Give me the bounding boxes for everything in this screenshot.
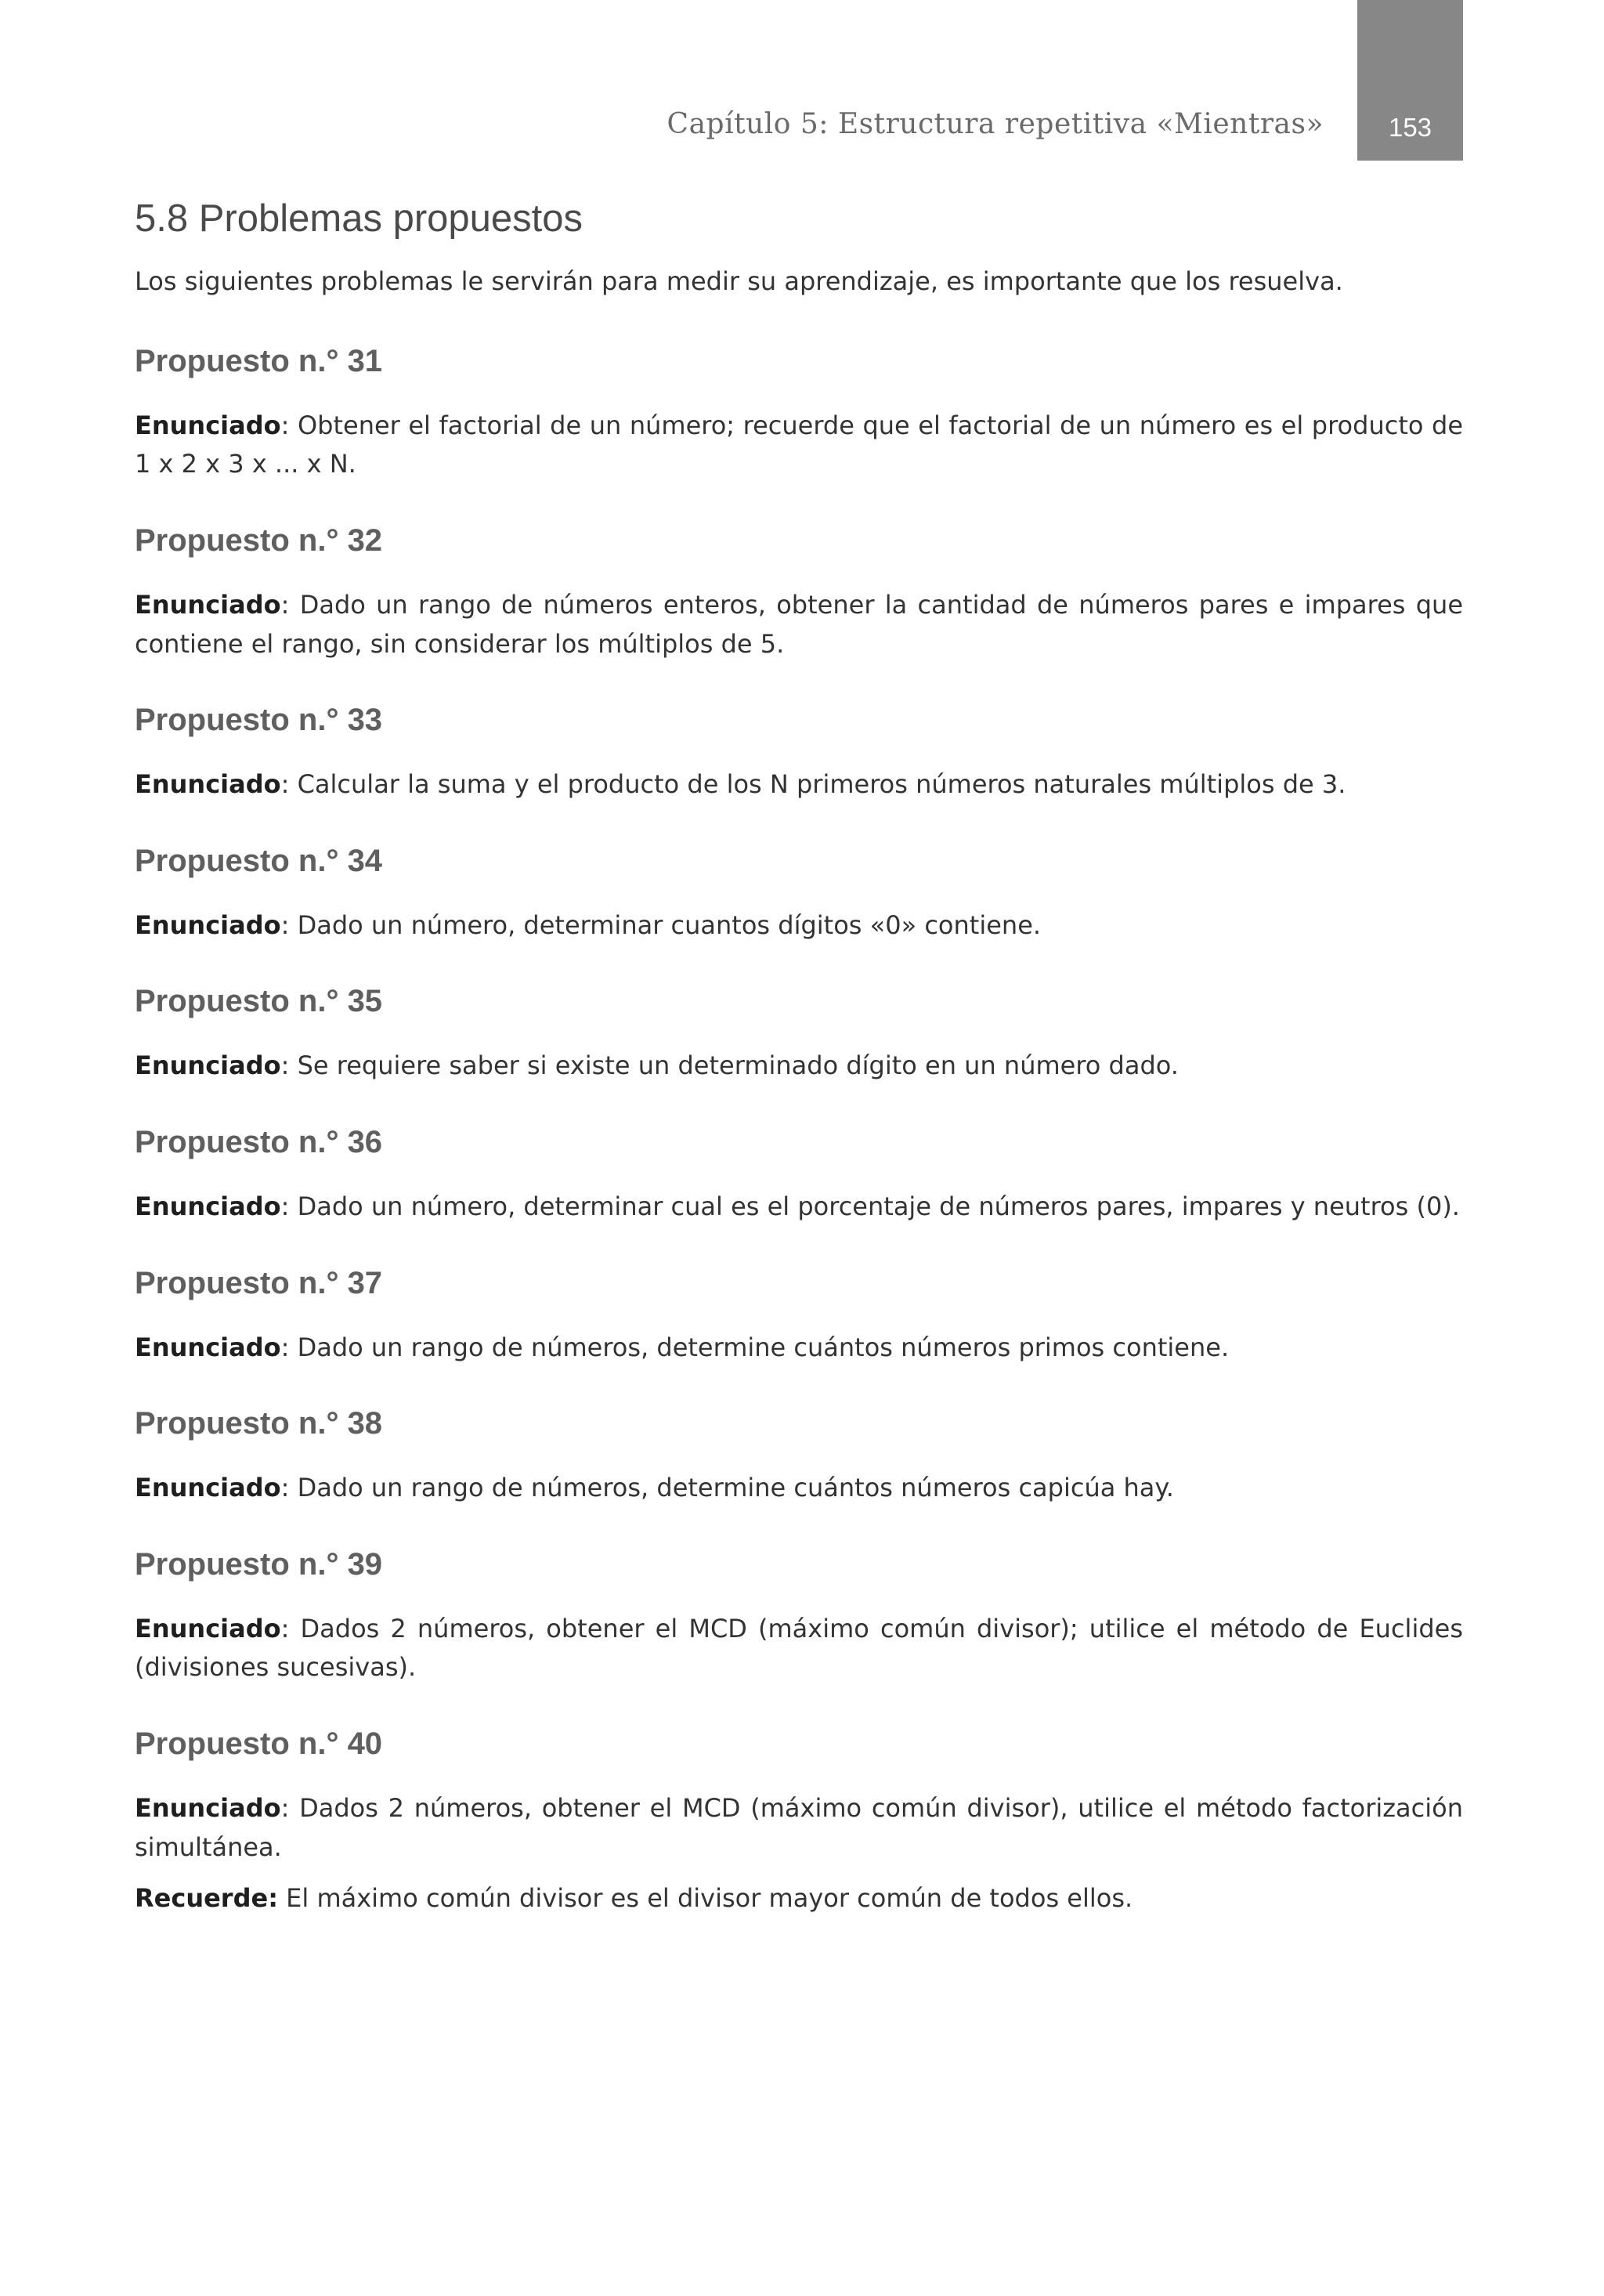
statement-label: Enunciado: [135, 909, 281, 940]
section-number: 5.8: [135, 197, 189, 240]
problem-item: [135, 1405, 1463, 1508]
section-heading: [135, 196, 1463, 242]
problem-item: [135, 1123, 1463, 1227]
problem-statement: [135, 586, 1463, 663]
problem-item: [135, 522, 1463, 663]
page-number: 153: [1388, 113, 1432, 142]
problem-statement: [135, 1047, 1463, 1086]
problem-statement: [135, 407, 1463, 484]
statement-text: : Dado un rango de números, determine cuántos números primos contiene.: [280, 1332, 1230, 1362]
problem-item: [135, 701, 1463, 805]
problem-item: [135, 842, 1463, 946]
problem-list: [135, 342, 1463, 1867]
problem-statement: [135, 765, 1463, 805]
running-header: [0, 0, 1604, 161]
statement-text: : Dado un rango de números enteros, obtener la cantidad de números pares e impares que contiene el rango, sin considerar los múltiplos de 5.: [135, 589, 1463, 659]
problem-title: Propuesto n.° 33: [135, 703, 383, 738]
problem-statement: [135, 1188, 1463, 1227]
statement-text: : Se requiere saber si existe un determinado dígito en un número dado.: [280, 1050, 1179, 1081]
note: [135, 1879, 1463, 1918]
statement-text: : Dado un rango de números, determine cuántos números capicúa hay.: [280, 1473, 1174, 1503]
note-text: El máximo común divisor es el divisor mayor común de todos ellos.: [277, 1883, 1133, 1914]
statement-text: : Dado un número, determinar cuantos dígitos «0» contiene.: [280, 909, 1042, 940]
problem-title: Propuesto n.° 35: [135, 984, 383, 1019]
problem-title: Propuesto n.° 38: [135, 1406, 383, 1441]
section-title: Problemas propuestos: [198, 197, 583, 240]
statement-text: : Dados 2 números, obtener el MCD (máximo común divisor); utilice el método de Euclides (divisiones sucesivas).: [135, 1613, 1463, 1683]
problem-statement: [135, 1610, 1463, 1687]
problem-title: Propuesto n.° 36: [135, 1124, 383, 1159]
statement-label: Enunciado: [135, 1473, 281, 1503]
problem-item: [135, 1725, 1463, 1867]
problem-item: [135, 342, 1463, 484]
problem-title: Propuesto n.° 34: [135, 843, 383, 878]
problem-title: Propuesto n.° 40: [135, 1726, 383, 1761]
statement-text: : Dado un número, determinar cual es el porcentaje de números pares, impares y neutros (0).: [280, 1191, 1460, 1221]
section-intro: Los siguientes problemas le servirán para medir su aprendizaje, es importante que los resuelva.: [135, 266, 1343, 296]
page-content: [135, 196, 1463, 1918]
note-label: Recuerde:: [135, 1883, 278, 1914]
running-title: Capítulo 5: Estructura repetitiva «Mientras»: [667, 108, 1324, 140]
statement-label: Enunciado: [135, 1191, 281, 1221]
problem-statement: [135, 1329, 1463, 1368]
statement-label: Enunciado: [135, 1613, 281, 1643]
statement-label: Enunciado: [135, 1332, 281, 1362]
statement-text: : Dados 2 números, obtener el MCD (máximo común divisor), utilice el método factorización simultánea.: [135, 1792, 1463, 1862]
problem-statement: [135, 906, 1463, 946]
statement-label: Enunciado: [135, 589, 281, 620]
problem-title: Propuesto n.° 39: [135, 1546, 383, 1582]
statement-label: Enunciado: [135, 410, 281, 440]
problem-item: [135, 1546, 1463, 1687]
problem-item: [135, 1264, 1463, 1368]
problem-title: Propuesto n.° 37: [135, 1265, 383, 1300]
problem-statement: [135, 1789, 1463, 1867]
statement-text: : Calcular la suma y el producto de los N primeros números naturales múltiplos de 3.: [280, 769, 1346, 800]
problem-item: [135, 982, 1463, 1086]
problem-statement: [135, 1469, 1463, 1508]
problem-title: Propuesto n.° 31: [135, 343, 383, 378]
statement-label: Enunciado: [135, 769, 281, 800]
statement-label: Enunciado: [135, 1050, 281, 1081]
problem-title: Propuesto n.° 32: [135, 522, 383, 558]
statement-label: Enunciado: [135, 1792, 281, 1823]
statement-text: : Obtener el factorial de un número; recuerde que el factorial de un número es el producto de 1 x 2 x 3 x ... x N.: [135, 410, 1463, 479]
page-number-tab: [1357, 0, 1463, 161]
